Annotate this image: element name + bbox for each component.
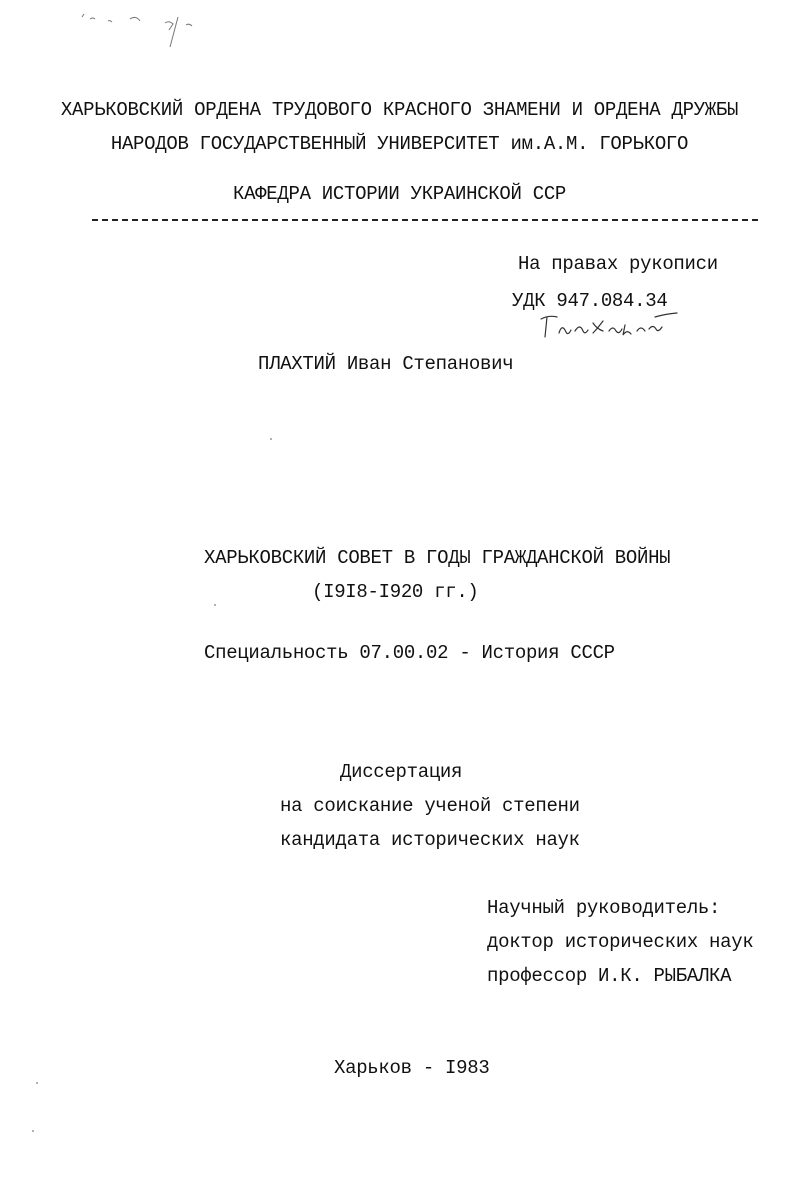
dissertation-label: Диссертация — [340, 761, 463, 783]
dashed-divider — [92, 219, 758, 221]
place-and-year: Харьков - I983 — [334, 1057, 490, 1079]
supervisor-degree: доктор исторических наук — [487, 931, 754, 953]
supervisor-name: профессор И.К. РЫБАЛКА — [487, 965, 732, 987]
scan-speck — [270, 438, 272, 440]
degree-purpose: на соискание ученой степени — [280, 795, 580, 817]
department-name: КАФЕДРА ИСТОРИИ УКРАИНСКОЙ ССР — [232, 183, 567, 205]
scan-speck — [214, 604, 216, 606]
handwritten-mark — [60, 5, 230, 50]
signature — [537, 305, 687, 345]
scan-speck — [36, 1082, 38, 1084]
scan-speck — [32, 1130, 34, 1132]
supervisor-label: Научный руководитель: — [487, 897, 721, 919]
specialty: Специальность 07.00.02 - История СССР — [204, 642, 615, 664]
manuscript-rights: На правах рукописи — [518, 253, 718, 275]
university-line-2: НАРОДОВ ГОСУДАРСТВЕННЫЙ УНИВЕРСИТЕТ им.А.М. ГОРЬКОГО — [110, 133, 689, 155]
university-line-1: ХАРЬКОВСКИЙ ОРДЕНА ТРУДОВОГО КРАСНОГО ЗНАМЕНИ И ОРДЕНА ДРУЖБЫ — [60, 99, 739, 121]
dissertation-title: ХАРЬКОВСКИЙ СОВЕТ В ГОДЫ ГРАЖДАНСКОЙ ВОЙНЫ — [204, 547, 671, 569]
degree-name: кандидата исторических наук — [280, 829, 580, 851]
udk-code: УДК 947.084.34 — [512, 290, 668, 312]
author-name: ПЛАХТИЙ Иван Степанович — [258, 353, 514, 375]
dissertation-years: (I9I8-I920 гг.) — [312, 581, 479, 603]
